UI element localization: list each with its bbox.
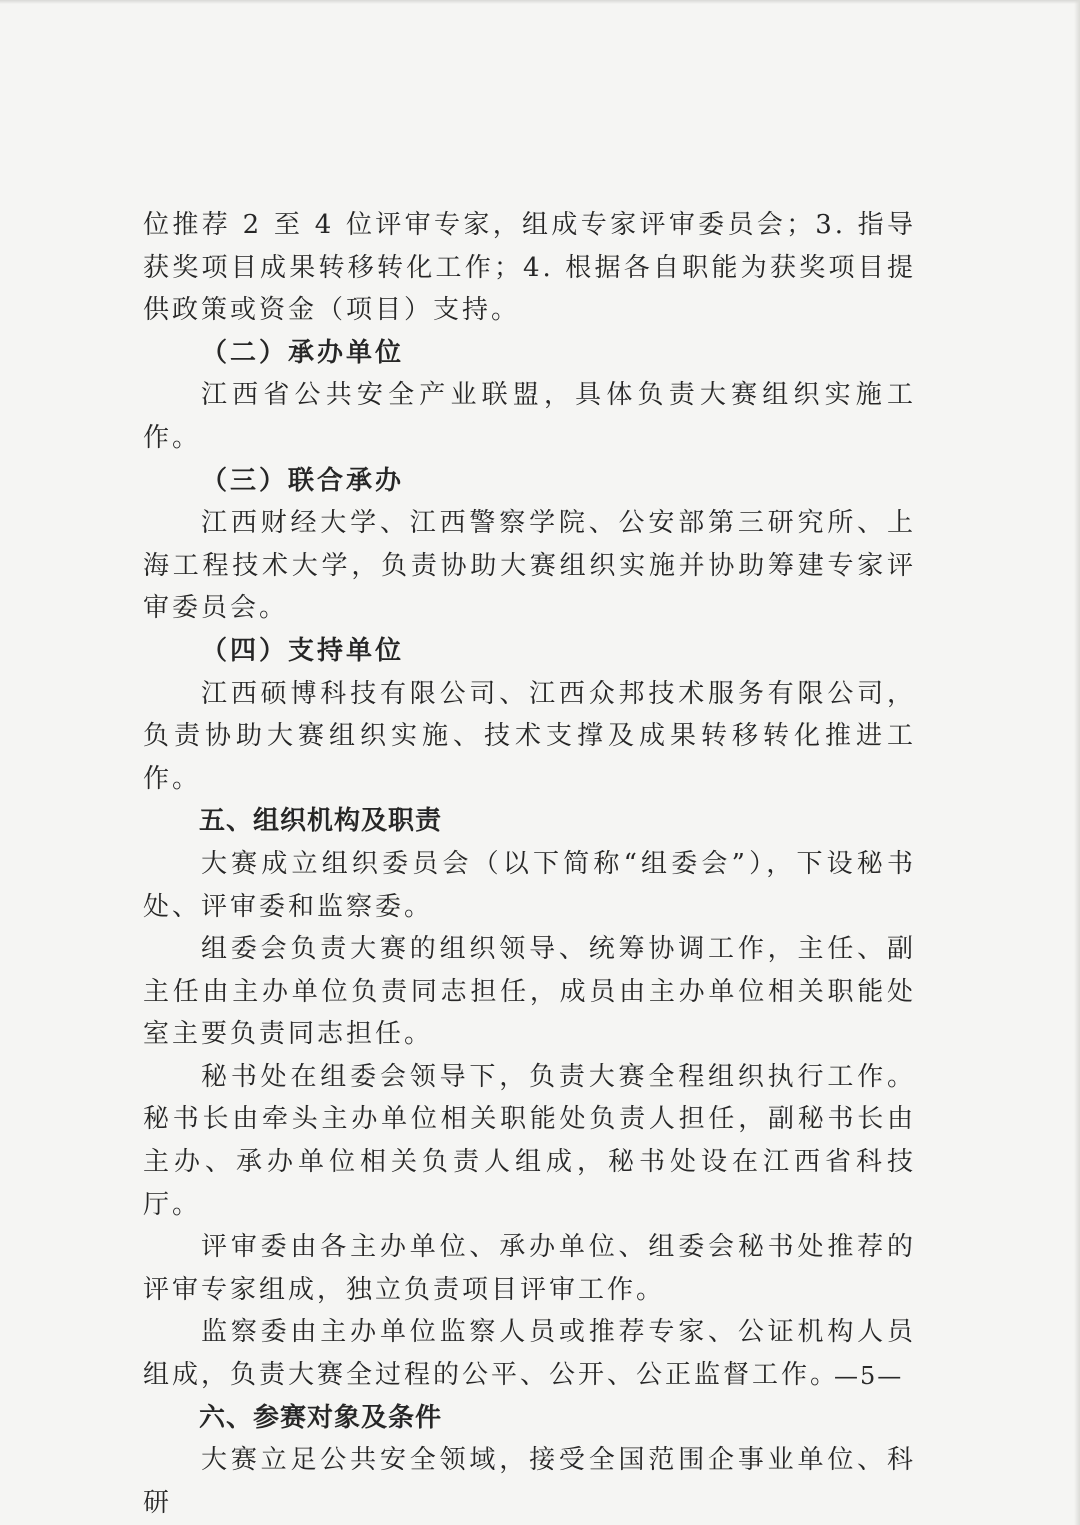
paragraph-supporters: 江西硕博科技有限公司、江西众邦技术服务有限公司，负责协助大赛组织实施、技术支撑及成果转移转化推进工作。: [143, 678, 916, 794]
paragraph-committee-duties: 组委会负责大赛的组织领导、统筹协调工作，主任、副主任由主办单位负责同志担任，成员由主办单位相关职能处室主要负责同志担任。: [143, 934, 916, 1050]
page-number: —5—: [834, 1362, 904, 1390]
paragraph-organizer: 江西省公共安全产业联盟，具体负责大赛组织实施工作。: [143, 380, 916, 453]
scan-edge-right: [1074, 0, 1080, 1525]
paragraph-expert-committee: 位推荐 2 至 4 位评审专家，组成专家评审委员会；3. 指导获奖项目成果转移转化工作；4. 根据各自职能为获奖项目提供政策或资金（项目）支持。: [143, 210, 916, 326]
subheading-supporters: （四）支持单位: [201, 635, 405, 666]
paragraph-co-organizer: 江西财经大学、江西警察学院、公安部第三研究所、上海工程技术大学，负责协助大赛组织实施并协助筹建专家评审委员会。: [143, 508, 916, 624]
document-body: [143, 204, 916, 1524]
subheading-co-organizer: （三）联合承办: [201, 465, 405, 496]
subheading-organizer: （二）承办单位: [201, 337, 405, 368]
paragraph-participants: 大赛立足公共安全领域，接受全国范围企事业单位、科研: [143, 1445, 916, 1518]
section-heading-organization: 五、组织机构及职责: [199, 806, 443, 837]
scan-edge-top: [0, 0, 1080, 4]
paragraph-supervision-committee: 监察委由主办单位监察人员或推荐专家、公证机构人员组成，负责大赛全过程的公平、公开、公正监督工作。: [143, 1317, 916, 1391]
section-heading-participants: 六、参赛对象及条件: [199, 1402, 443, 1433]
paragraph-secretariat: 秘书处在组委会领导下，负责大赛全程组织执行工作。秘书长由牵头主办单位相关职能处负责人担任，副秘书长由主办、承办单位相关负责人组成，秘书处设在江西省科技厅。: [143, 1061, 916, 1220]
paragraph-review-committee: 评审委由各主办单位、承办单位、组委会秘书处推荐的评审专家组成，独立负责项目评审工作。: [143, 1232, 916, 1305]
paragraph-committee-setup: 大赛成立组织委员会（以下简称“组委会”），下设秘书处、评审委和监察委。: [143, 848, 916, 922]
